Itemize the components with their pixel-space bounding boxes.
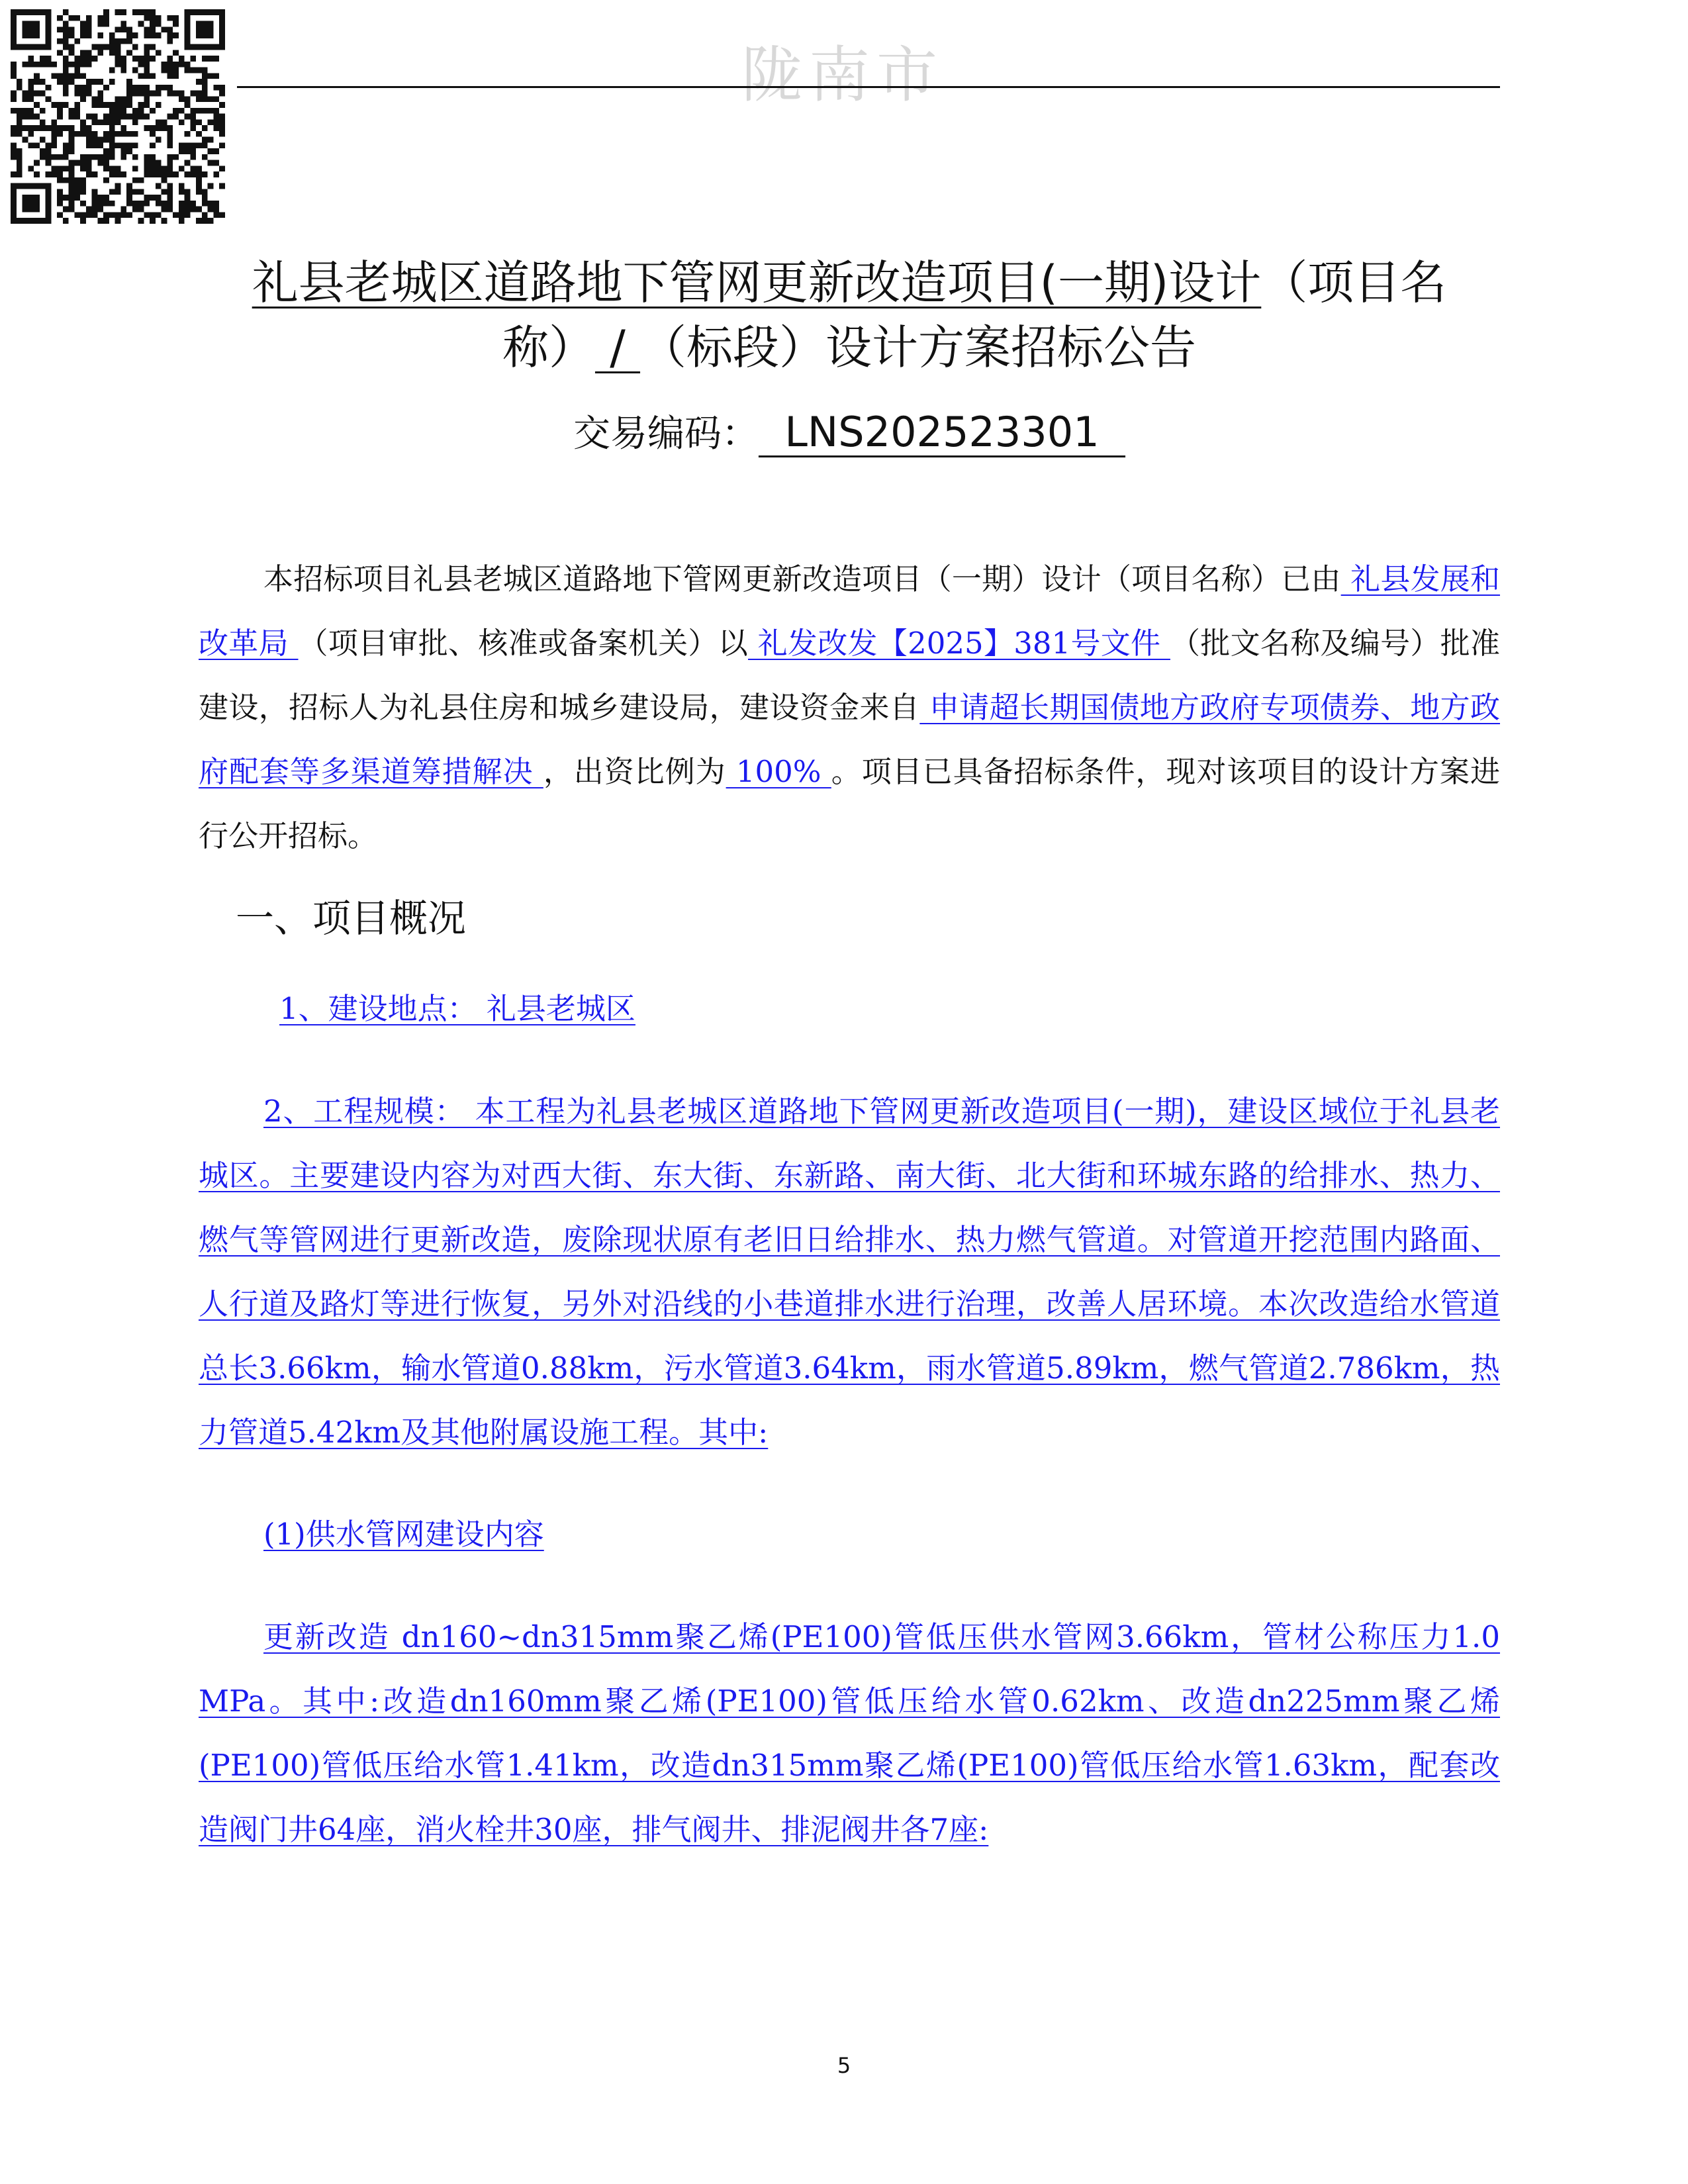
- water-supply-subheading: (1)供水管网建设内容: [263, 1517, 544, 1552]
- intro-text-1: 本招标项目礼县老城区道路地下管网更新改造项目（一期）设计（项目名称）已由: [263, 561, 1341, 596]
- intro-text-5: 。项目已具备招标条件，现对该项目的设计方案进行公开招标。: [199, 754, 1500, 853]
- project-scale-paragraph: [199, 1079, 1500, 1464]
- water-supply-paragraph: [199, 1605, 1500, 1862]
- title-line2-suffix: （标段）设计方案招标公告: [640, 320, 1197, 375]
- qr-code-image: [11, 9, 225, 224]
- approval-authority: 礼县发展和改革局: [199, 561, 1500, 661]
- title-lot-value: /: [594, 320, 641, 375]
- trade-code-label: 交易编码：: [573, 412, 759, 455]
- intro-text-3: （批文名称及编号）批准建设，招标人为礼县住房和城乡建设局，建设资金来自: [199, 626, 1500, 725]
- section-heading-project-overview: 一、项目概况: [236, 896, 467, 941]
- intro-paragraph: [199, 547, 1500, 868]
- construction-location-item: 1、建设地点： 礼县老城区: [279, 991, 635, 1026]
- header-watermark: 陇南市: [741, 40, 945, 111]
- header-rule: [237, 86, 1500, 88]
- approval-document: 礼发改发【2025】381号文件: [748, 626, 1170, 661]
- document-title-line-2: [199, 320, 1500, 375]
- intro-text-2: （项目审批、核准或备案机关）以: [298, 626, 749, 661]
- title-line2-prefix: 称）: [502, 320, 595, 375]
- intro-text-4: ，出资比例为: [543, 754, 726, 789]
- trade-code-line: [199, 409, 1500, 457]
- title-project-name: 礼县老城区道路地下管网更新改造项目(一期)设计: [252, 256, 1262, 310]
- project-scale-text: 2、工程规模： 本工程为礼县老城区道路地下管网更新改造项目(一期)，建设区域位于礼县老城区。主要建设内容为对西大街、东大街、东新路、南大街、北大街和环城东路的给排水、热力、燃气等管网进行更新改造，废除现状原有老旧日给排水、热力燃气管道。对管道开挖范围内路面、人行道及路灯等进行恢复，另外对沿线的小巷道排水进行治理，改善人居环境。本次改造给水管道总长3.66km，输水管道0.88km，污水管道3.64km，雨水管道5.89km，燃气管道2.786km，热力管道5.42km及其他附属设施工程。其中:: [199, 1094, 1500, 1450]
- funding-source: 申请超长期国债地方政府专项债券、地方政府配套等多渠道筹措解决: [199, 690, 1500, 789]
- funding-ratio: 100%: [726, 754, 831, 789]
- document-title-line-1: [199, 256, 1500, 310]
- title-project-name-suffix: （项目名: [1261, 256, 1447, 310]
- water-supply-text: 更新改造 dn160~dn315mm聚乙烯(PE100)管低压供水管网3.66km，管材公称压力1.0 MPa。其中:改造dn160mm聚乙烯(PE100)管低压给水管0.62km、改造dn225mm聚乙烯(PE100)管低压给水管1.41km，改造dn315mm聚乙烯(PE100)管低压给水管1.63km，配套改造阀门井64座，消火栓井30座，排气阀井、排泥阀井各7座:: [199, 1619, 1500, 1847]
- page-number: 5: [837, 2053, 851, 2078]
- trade-code-value: LNS202523301: [758, 408, 1126, 456]
